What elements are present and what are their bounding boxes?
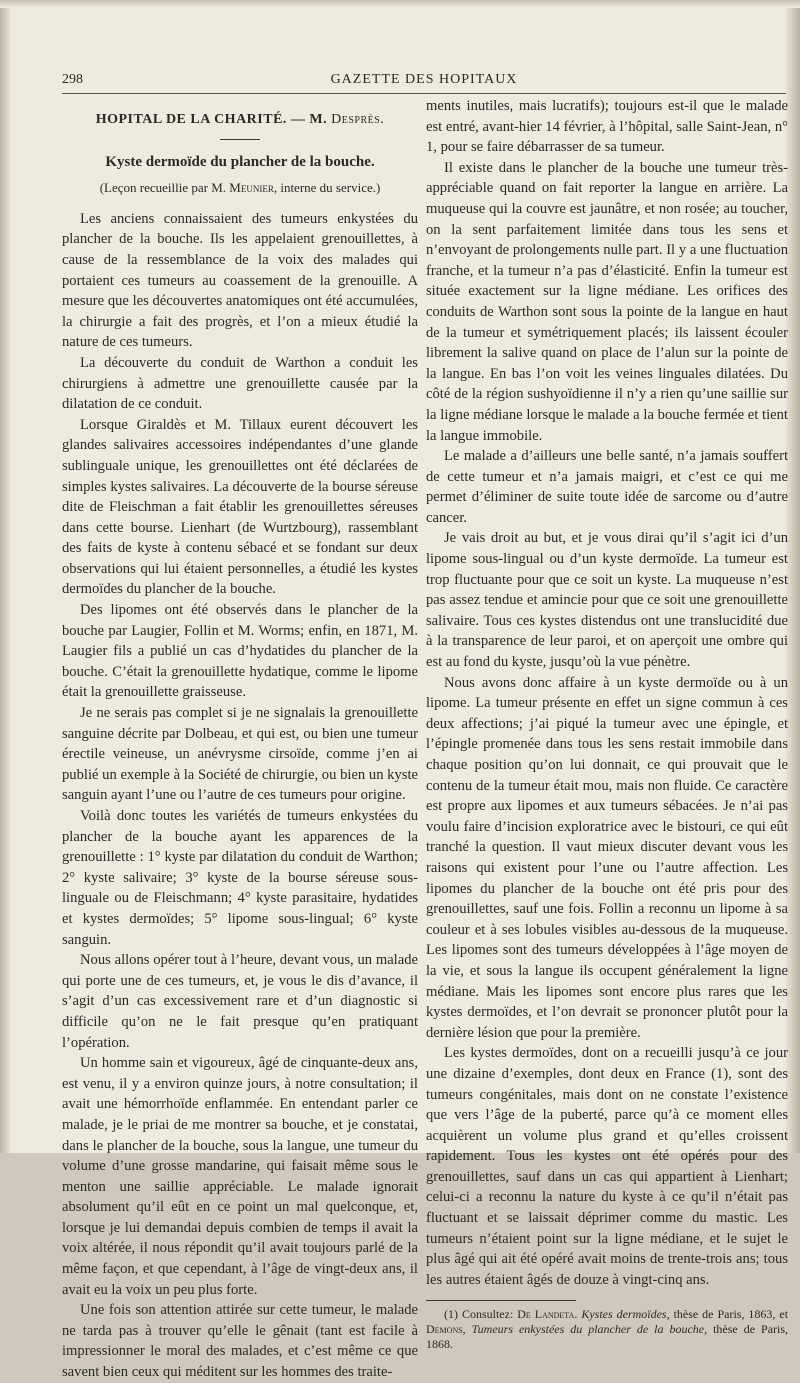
page-header (62, 72, 786, 94)
subtitle-suffix: interne du service.) (280, 180, 381, 196)
paragraph: Le malade a d’ailleurs une belle santé, n’a jamais souffert de cette tumeur et n’a jamais maigri, et c’est ce qui me permet d’éliminer de suite toute idée de sarcome ou d’autre cancer. (426, 448, 788, 526)
right-column (426, 96, 788, 1352)
paragraph: Je ne serais pas complet si je ne signalais la grenouillette sanguine décrite par Dolbeau, et qui est, ou bien une tumeur érectile veineuse, un anévrysme cirsoïde, comme j’en ai publié un exemple à la Société de chirurgie, ou bien un kyste sanguin ayant l’une ou l’autre de ces tumeurs pour origine. (62, 705, 418, 804)
page-edge-top (0, 0, 800, 8)
article-title: Kyste dermoïde du plancher de la bouche. (105, 153, 375, 170)
heading-rule (220, 139, 260, 140)
paragraph: Voilà donc toutes les variétés de tumeurs enkystées du plancher de la bouche ayant les apparences de la grenouillette : 1° kyste par dilatation du conduit de Warthon; 2° kyste salivaire; 3° kyste de la bourse séreuse sous-linguale ou de Fleischmann; 4° kyste parasitaire, hydatides et kystes dermoïdes; 5° lipome sous-lingual; 6° kyste sanguin. (62, 808, 418, 948)
footnote-text: thèse de Paris, 1868. (426, 1322, 789, 1352)
footnote-text: thèse de Paris, 1863, et (673, 1307, 789, 1322)
paragraph: Des lipomes ont été observés dans le plancher de la bouche par Laugier, Follin et M. Worms; enfin, en 1871, M. Laugier fils a publié un cas d’hydatides du plancher de la bouche. C’était la grenouillette hydatique, comme le lipome était la grenouillette graisseuse. (62, 602, 418, 701)
footnote-work: Kystes dermoïdes, (581, 1307, 670, 1322)
paragraph: Je vais droit au but, et je vous dirai qu’il s’agit ici d’un lipome sous-lingual ou d’un kyste dermoïde. La tumeur est trop fluctuante pour que ce soit un kyste. La muqueuse n’est pas assez tendue et amincie pour que ce soit une grenouillette salivaire. Tous ces kystes distendus ont une translucidité due à la transparence de leur paroi, et on aperçoit une ombre qui est au fond du kyste, jusqu’où la vue pénètre. (426, 530, 788, 671)
paragraph: Il existe dans le plancher de la bouche une tumeur très-appréciable quand on fait reporter la langue en arrière. La muqueuse qui la couvre est jaunâtre, et non rosée; au toucher, on la sent parfaitement limitée dans tous les sens et n’envoyant de prolongements nulle part. Il y a une fluctuation franche, et la tumeur n’a pas d’élasticité. Enfin la tumeur est située exactement sur la ligne médiane. Les orifices des conduits de Warthon sont sous la pointe de la langue en haut de la tumeur et symétriquement placés; ils laissent écouler librement la salive quand on place de l’alun sur la pointe de la langue. En bas l’on voit les veines linguales dilatées. Du côté de la région sushyoïdienne il n’y a rien qu’une saillie sur la ligne médiane lorsque le malade a la bouche fermée et tient la langue immobile. (426, 159, 788, 444)
hospital-heading (62, 110, 418, 131)
paragraph: Un homme sain et vigoureux, âgé de cinquante-deux ans, est venu, il y a environ quinze jours, à notre consultation; il avait une hémorrhoïde enflammée. En entendant parler ce malade, je le priai de me montrer sa bouche, et je constatai, dans le plancher de la bouche, sous la langue, une tumeur du volume d’une grosse mandarine, qui faisait même sous le menton une saillie appréciable. Le malade ignorait absolument qu’il eût en ce point un mal quelconque, et, lorsque je lui demandai depuis combien de temps il avait la voix altérée, il nous répondit qu’il avait toujours parlé de la même façon, et que cependant, à l’âge de vingt-deux ans, il avait eu la voix un peu plus forte. (62, 1055, 418, 1298)
left-column (62, 98, 418, 1383)
footnote-rule (426, 1300, 576, 1301)
header-rule (62, 93, 786, 94)
paragraph: Une fois son attention attirée sur cette tumeur, le malade ne tarda pas à trouver qu’elle le gênait (tant est facile à impressionner le moral des malades, et c’est même ce que savent bien ceux qui méditent sur les hommes des traite- (62, 1302, 418, 1381)
subtitle-name: Meunier, (229, 180, 278, 196)
running-title: GAZETTE DES HOPITAUX (330, 72, 518, 87)
article-subtitle (62, 178, 418, 199)
hospital-doctor: Desprès. (331, 112, 385, 127)
paragraph: La découverte du conduit de Warthon a conduit les chirurgiens à admettre une grenouillette causée par la dilatation de ce conduit. (62, 354, 418, 413)
page-edge-left (0, 0, 10, 1153)
footnote-author: Demons, (426, 1322, 466, 1337)
footnote-lead: (1) Consultez: (444, 1307, 514, 1322)
footnote-author: De Landeta. (517, 1307, 578, 1322)
paragraph: Nous allons opérer tout à l’heure, devant vous, un malade qui porte une de ces tumeurs, et, je vous le dis d’avance, il s’agit d’un cas excessivement rare et d’un diagnostic si difficile qu’on ne le fait presque qu’en pratiquant l’opération. (62, 952, 418, 1051)
footnote-work: Tumeurs enkystées du plancher de la bouche, (471, 1322, 708, 1337)
paragraph: Nous avons donc affaire à un kyste dermoïde ou à un lipome. La tumeur présente en effet un signe commun à ces deux affections; j’ai piqué la tumeur avec une épingle, et l’épingle promenée dans tous les sens restait immobile dans chaque position qu’on lui donnait, ce qui prouvait que le contenu de la tumeur était mou, mais non fluide. Ce caractère est propre aux lipomes et aux tumeurs sébacées. Je n’ai pas voulu faire d’incision exploratrice avec le bistouri, ce qui eût tranché la question. Il vaut mieux discuter devant vous les raisons qui existent pour l’une ou l’autre affection. Les lipomes du plancher de la bouche ont été pris pour des grenouillettes, sauf une fois. Follin a reconnu un lipome à sa couleur et à ses lobules visibles au-dessous de la muqueuse. Les lipomes sont des tumeurs développées à l’âge moyen de la vie, et sous la langue ils occupent généralement la ligne médiane. Mais les lipomes sont encore plus rares que les kystes dermoïdes, et l’on devrait se prononcer plutôt pour la dernière lésion que pour la première. (426, 674, 788, 1041)
paragraph: Les anciens connaissaient des tumeurs enkystées du plancher de la bouche. Ils les appelaient grenouillettes, à cause de la ressemblance de la voix des malades qui portaient ces tumeurs au coassement de la grenouille. A mesure que les découvertes anatomiques ont été accumulées, la chirurgie a fait des progrès, et l’on a mieux étudié la nature de ces tumeurs. (62, 210, 418, 351)
hospital-line: HOPITAL DE LA CHARITÉ. — M. (95, 112, 328, 127)
paragraph: ments inutiles, mais lucratifs); toujours est-il que le malade est entré, avant-hier 14 février, à l’hôpital, salle Saint-Jean, n° 1, pour se faire débarrasser de sa tumeur. (426, 98, 788, 156)
paragraph: Les kystes dermoïdes, dont on a recueilli jusqu’à ce jour une dizaine d’exemples, dont deux en France (1), sont des tumeurs congénitales, mais dont on ne constate l’existence que vers l’âge de la puberté, parce qu’à ce moment elles acquièrent un volume plus grand et qu’elles croissent rapidement. Tous les kystes ont été opérés pour des grenouillettes, sauf dans un cas qui appartient à Lienhart; celui-ci a reconnu la nature du kyste à ce qu’il n’était pas fluctuant et se laissait déprimer comme du mastic. Les tumeurs n’étaient point sur la ligne médiane, et le sujet le plus âgé qui ait été opéré avait moins de trente-trois ans; tous les autres étaient âgés de douze à vingt-cinq ans. (426, 1045, 788, 1288)
subtitle-prefix: (Leçon recueillie par M. (99, 180, 227, 196)
paragraph: Lorsque Giraldès et M. Tillaux eurent découvert les glandes salivaires accessoires indépendantes d’une glande sublinguale unique, les grenouillettes ont été déclarées de simples kystes salivaires. La découverte de la bourse séreuse dite de Fleischman a fait établir les grenouillettes séreuses dans cette bourse. Lienhart (de Wurtzbourg), rassemblant des faits de kyste à contenu sébacé et se fondant sur deux observations qui lui étaient personnelles, a étudié les kystes dermoïdes du plancher de la bouche. (62, 416, 418, 598)
footnote (426, 1307, 788, 1352)
page-number: 298 (62, 72, 83, 87)
page-edge-right (786, 0, 800, 1153)
